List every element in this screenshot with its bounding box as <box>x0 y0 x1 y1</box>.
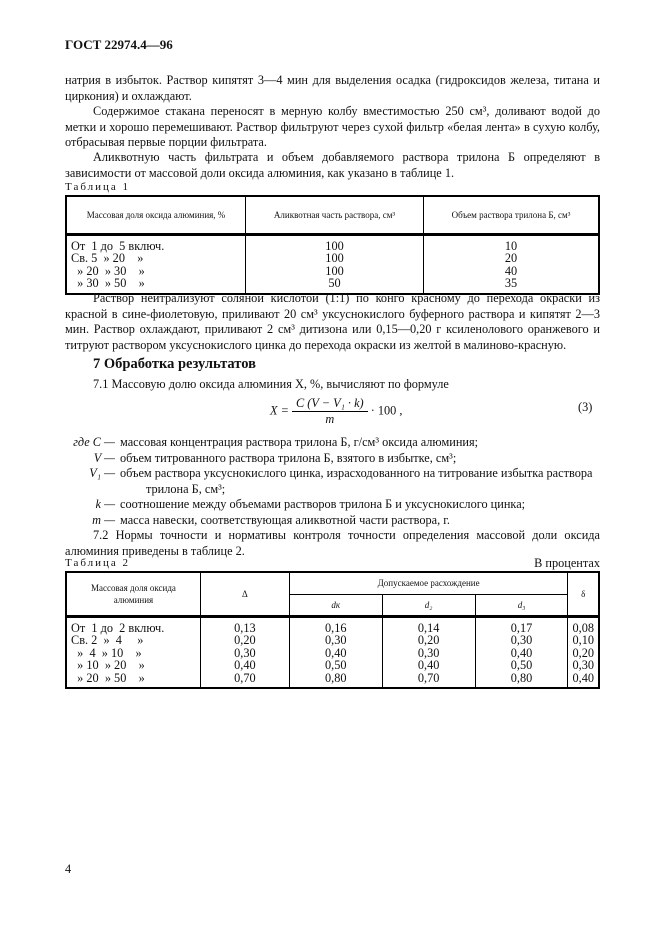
formula-denominator: m <box>325 412 335 426</box>
table-cell: 20 <box>424 252 599 265</box>
definition-row <box>65 513 605 529</box>
d2-label: d₂ <box>424 599 433 610</box>
table1-caption: Таблица 1 <box>65 181 131 193</box>
definition-text: объем раствора уксуснокислого цинка, израсходованного на титрование избытка раствора <box>120 466 593 480</box>
definition-row <box>65 482 605 498</box>
definition-row <box>65 451 605 467</box>
table-cell: » 20 » 50 » <box>66 672 200 689</box>
table-cell: » 4 » 10 » <box>66 647 200 660</box>
paragraph: Содержимое стакана переносят в мерную колбу вместимостью 250 см³, доливают водой до метки и хорошо перемешивают. Раствор фильтруют через сухой фильтр «белая лента» в сухую колбу, отбрасывая первые порции фильтрата. <box>65 104 600 149</box>
definition-symbol: k — <box>95 497 115 511</box>
definition-symbol: m — <box>92 512 115 527</box>
table-cell: 40 <box>424 265 599 278</box>
table-cell: От 1 до 2 включ. <box>66 616 200 634</box>
table-row <box>66 672 599 689</box>
table-cell: 0,10 <box>568 634 599 647</box>
table-cell: 0,70 <box>200 672 289 689</box>
table2-caption: Таблица 2 <box>65 557 131 569</box>
page-number: 4 <box>65 862 72 876</box>
table-header <box>289 594 382 616</box>
table-header <box>475 594 568 616</box>
paragraph: Раствор нейтрализуют соляной кислотой (1:1) по конго красному до перехода окраски из красной в сине-фиолетовую, приливают 20 см³ уксуснокислого буферного раствора и кипятят 2—3 мин. Раствор охлаждают, приливают 2 см³ дитизона или 0,15—0,20 г ксиленолового оранжевого и титруют раствором уксуснокислого цинка до перехода окраски из желтой в малиново-красную. <box>65 291 600 352</box>
table-cell: Св. 5 » 20 » <box>66 252 246 265</box>
paragraph: натрия в избыток. Раствор кипятят 3—4 мин для выделения осадка (гидроксидов железа, титана и циркония) и охлаждают. <box>65 73 600 103</box>
formula <box>270 396 402 427</box>
table-row <box>66 234 599 252</box>
definition-row <box>65 466 605 482</box>
dk-label: dк <box>331 599 341 610</box>
fraction <box>292 396 368 427</box>
table-cell: 0,40 <box>200 659 289 672</box>
table-cell: 0,16 <box>289 616 382 634</box>
definition-text: соотношение между объемами растворов трилона Б и уксуснокислого цинка; <box>120 497 526 511</box>
definition-row <box>65 497 605 513</box>
table-cell: 0,30 <box>568 659 599 672</box>
table-cell: 0,50 <box>289 659 382 672</box>
table-cell: 0,20 <box>568 647 599 660</box>
table-cell: 0,13 <box>200 616 289 634</box>
table-cell: 0,30 <box>475 634 568 647</box>
definition-text: трилона Б, см³; <box>146 481 226 496</box>
d3-label: d₃ <box>517 599 526 610</box>
table-cell: 100 <box>246 252 424 265</box>
table-header: Аликвотная часть раствора, см³ <box>246 196 424 234</box>
definition-row <box>65 435 605 451</box>
table-cell: 0,14 <box>382 616 475 634</box>
paragraph: 7.1 Массовую долю оксида алюминия X, %, вычисляют по формуле <box>93 377 449 391</box>
table-cell: От 1 до 5 включ. <box>66 234 246 252</box>
definition-text: масса навески, соответствующая аликвотной части раствора, г. <box>120 512 450 527</box>
document-header: ГОСТ 22974.4—96 <box>65 37 173 52</box>
table-cell: » 10 » 20 » <box>66 659 200 672</box>
formula-lhs: X = <box>270 403 289 418</box>
table-cell: 0,30 <box>289 634 382 647</box>
table-row <box>66 616 599 634</box>
table-cell: 35 <box>424 277 599 294</box>
table-cell: 0,17 <box>475 616 568 634</box>
table-cell: 0,80 <box>289 672 382 689</box>
table-header <box>382 594 475 616</box>
formula-number: (3) <box>578 400 593 414</box>
table-cell: » 30 » 50 » <box>66 277 246 294</box>
table-cell: » 20 » 30 » <box>66 265 246 278</box>
table-1 <box>65 195 600 295</box>
table-header: Δ <box>200 572 289 616</box>
table-header: Объем раствора трилона Б, см³ <box>424 196 599 234</box>
table-cell: 0,40 <box>382 659 475 672</box>
table-cell: 100 <box>246 234 424 252</box>
definition-symbol: V — <box>93 450 115 465</box>
table-cell: 50 <box>246 277 424 294</box>
table-header: δ <box>568 572 599 616</box>
table-header: Допускаемое расхождение <box>289 572 568 594</box>
table-cell: 0,08 <box>568 616 599 634</box>
table-cell: 0,40 <box>289 647 382 660</box>
table-cell: 0,40 <box>568 672 599 689</box>
definition-text: объем титрованного раствора трилона Б, взятого в избытке, см³; <box>120 450 457 465</box>
table-cell: 0,30 <box>200 647 289 660</box>
table-cell: 0,30 <box>382 647 475 660</box>
section-title: 7 Обработка результатов <box>93 356 256 372</box>
formula-numerator: C (V − V₁ · k) <box>295 396 364 410</box>
table-row <box>66 659 599 672</box>
table-cell: 0,20 <box>382 634 475 647</box>
definition-text: массовая концентрация раствора трилона Б, г/см³ оксида алюминия; <box>120 435 479 449</box>
table-cell: Св. 2 » 4 » <box>66 634 200 647</box>
paragraph: 7.2 Нормы точности и нормативы контроля точности определения массовой доли оксида алюминия приведены в таблице 2. <box>65 528 600 558</box>
table-cell: 0,50 <box>475 659 568 672</box>
table-cell: 0,40 <box>475 647 568 660</box>
definition-symbol: V₁ — <box>89 466 115 480</box>
table2-unit: В процентах <box>534 556 600 570</box>
table-cell: 100 <box>246 265 424 278</box>
definition-symbol: где C — <box>73 435 115 449</box>
formula-tail: · 100 , <box>370 403 403 418</box>
variable-definitions <box>65 435 605 528</box>
table-cell: 10 <box>424 234 599 252</box>
table-2 <box>65 571 600 689</box>
table-row <box>66 634 599 647</box>
table-cell: 0,80 <box>475 672 568 689</box>
table-cell: 0,70 <box>382 672 475 689</box>
paragraph: Аликвотную часть фильтрата и объем добавляемого раствора трилона Б определяют в зависимости от массовой доли оксида алюминия, как указано в таблице 1. <box>65 150 600 180</box>
table-row <box>66 252 599 265</box>
table-header: Массовая доля оксида алюминия, % <box>66 196 246 234</box>
table-cell: 0,20 <box>200 634 289 647</box>
table-header: Массовая доля оксида алюминия <box>66 572 200 616</box>
